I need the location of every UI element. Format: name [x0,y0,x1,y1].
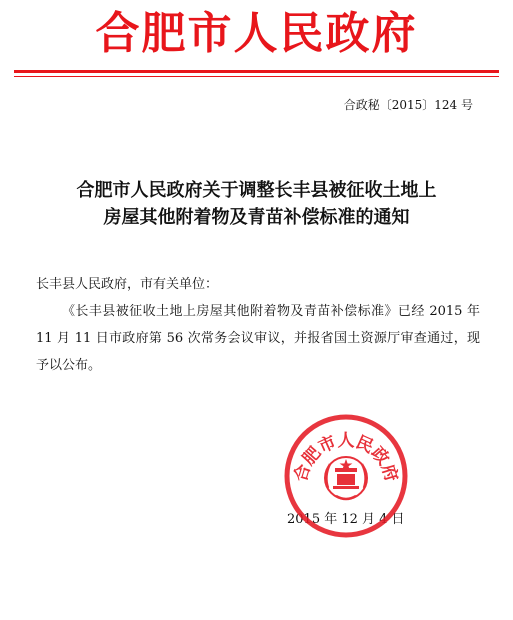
seal-text: 合肥市人民政府 [290,431,402,485]
document-title-line-2: 房屋其他附着物及青苗补偿标准的通知 [103,207,410,228]
masthead-rule-thin [14,76,499,77]
document-title-line-1: 合肥市人民政府关于调整长丰县被征收土地上 [76,180,437,201]
body-paragraph: 《长丰县被征收土地上房屋其他附着物及青苗补偿标准》已经 2015 年 11 月 11 日市政府第 56 次常务会议审议，并报省国土资源厅审查通过，现予以公布。 [36,304,480,373]
document-body [36,271,480,379]
official-seal-stamp [282,412,410,540]
document-title [20,177,493,231]
signature-date: 2015 年 12 月 4 日 [287,512,405,527]
seal-emblem-icon [325,457,367,499]
salutation: 长丰县人民政府，市有关单位： [36,277,219,292]
masthead-rule-thick [14,70,499,73]
document-number: 合政秘〔2015〕124 号 [343,98,473,112]
masthead-title: 合肥市人民政府 [95,8,418,59]
